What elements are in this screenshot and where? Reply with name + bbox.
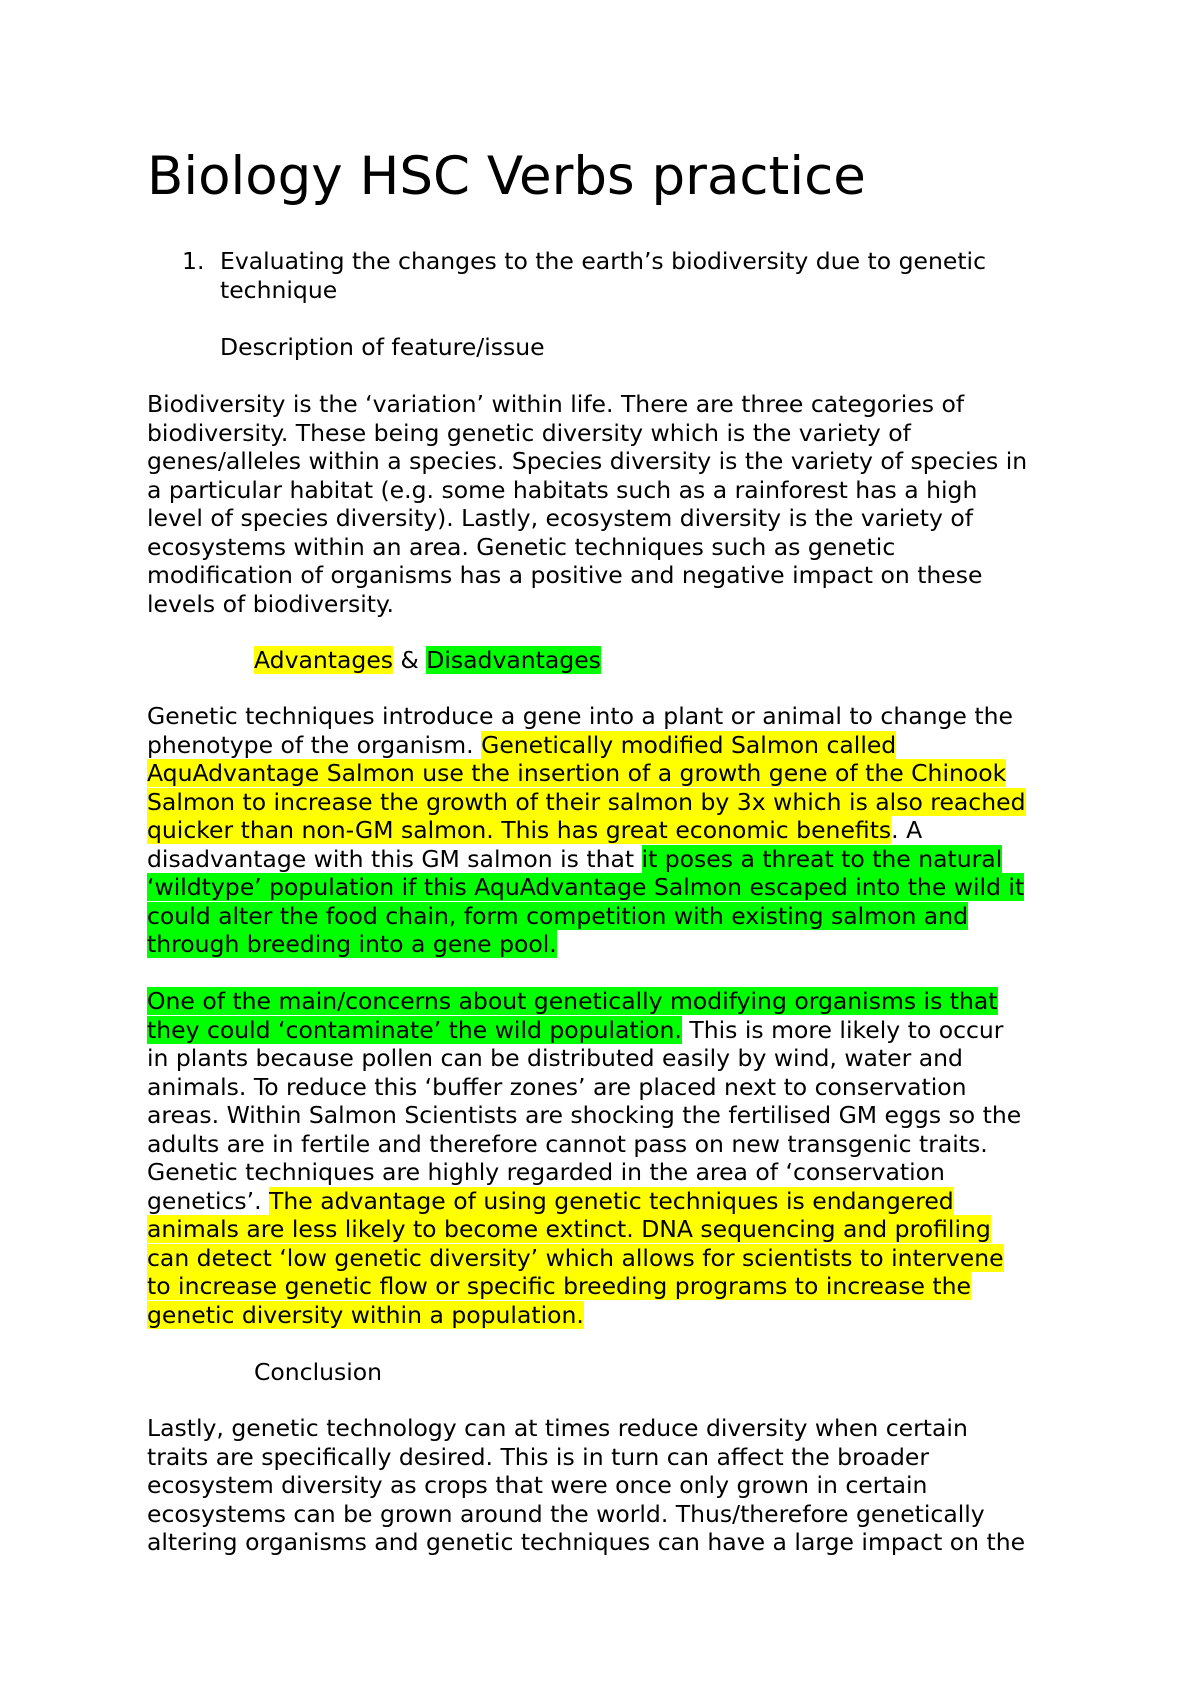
text-line: Lastly, genetic technology can at times reduce diversity when certain [147,1414,968,1442]
advantage-highlight: Genetically modified Salmon called [481,730,897,759]
advantage-highlight: to increase genetic flow or specific breeding programs to increase the [147,1272,971,1300]
disadvantage-highlight: could alter the food chain, form competition with existing salmon and [147,901,969,930]
text-line [147,930,1072,959]
text-line [147,902,1072,931]
text-line: ecosystem diversity as crops that were once only grown in certain [147,1471,928,1499]
disadvantage-highlight: they could ‘contaminate’ the wild population. [147,1015,682,1044]
text-line: biodiversity. These being genetic diversity which is the variety of [147,418,911,447]
text-line: altering organisms and genetic techniques can have a large impact on the [147,1528,1026,1556]
disadvantage-highlight: through breeding into a gene pool. [147,930,557,958]
text-line [147,731,1072,760]
intro-paragraph [147,390,1072,618]
text-line [147,788,1072,817]
text-line [147,1016,1072,1045]
list-item-text [220,247,1040,304]
list-item-line: technique [220,275,338,304]
text-line [147,845,1072,874]
text-line [147,1215,1072,1244]
highlight-legend [254,646,601,675]
disadvantages-label: Disadvantages [426,646,601,674]
conclusion-paragraph [147,1414,1072,1557]
text-line: traits are specifically desired. This is in turn can affect the broader [147,1442,930,1471]
text-line [147,816,1072,845]
text-line: level of species diversity). Lastly, ecosystem diversity is the variety of [147,504,974,532]
text-line [147,759,1072,788]
text-line [147,1272,1072,1301]
advantage-highlight: The advantage of using genetic techniques is endangered [269,1186,954,1215]
text-line [147,1187,1072,1216]
text-line [147,1301,1072,1330]
concerns-paragraph [147,987,1072,1329]
document-title: Biology HSC Verbs practice [147,146,866,207]
plain-text: . A [891,816,923,844]
disadvantage-highlight: it poses a threat to the natural [641,844,1003,873]
text-line: ecosystems can be grown around the world. Thus/therefore genetically [147,1499,985,1528]
list-number: 1. [182,247,205,275]
text-line [147,987,1072,1016]
text-line: ecosystems within an area. Genetic techniques such as genetic [147,532,896,561]
advantages-label: Advantages [254,646,394,674]
disadvantage-highlight: One of the main/concerns about genetically modifying organisms is that [147,987,998,1015]
text-line [147,1244,1072,1273]
text-line: animals. To reduce this ‘buffer zones’ are placed next to conservation [147,1072,967,1101]
advantage-highlight: can detect ‘low genetic diversity’ which allows for scientists to intervene [147,1243,1004,1272]
advantage-highlight: animals are less likely to become extinct. DNA sequencing and profiling [147,1215,991,1243]
text-line: in plants because pollen can be distributed easily by wind, water and [147,1044,963,1072]
plain-text: phenotype of the organism. [147,730,482,759]
advantage-highlight: AquAdvantage Salmon use the insertion of a growth gene of the Chinook [147,759,1007,787]
subheading-conclusion: Conclusion [254,1358,383,1386]
disadvantage-highlight: ‘wildtype’ population if this AquAdvantage Salmon escaped into the wild it [147,873,1025,901]
plain-text: disadvantage with this GM salmon is that [147,844,642,873]
advantage-highlight: Salmon to increase the growth of their salmon by 3x which is also reached [147,787,1026,816]
plain-text: genetics’. [147,1186,270,1215]
text-line: levels of biodiversity. [147,589,395,618]
text-line: Biodiversity is the ‘variation’ within life. There are three categories of [147,390,965,418]
ampersand: & [393,646,427,674]
advantage-highlight: quicker than non-GM salmon. This has great economic benefits [147,816,892,844]
text-line: adults are in fertile and therefore cannot pass on new transgenic traits. [147,1129,988,1158]
text-line: modification of organisms has a positive and negative impact on these [147,561,983,589]
text-line: areas. Within Salmon Scientists are shocking the fertilised GM eggs so the [147,1101,1022,1129]
text-line: Genetic techniques introduce a gene into a plant or animal to change the [147,702,1013,730]
text-line: Genetic techniques are highly regarded in the area of ‘conservation [147,1158,945,1186]
salmon-paragraph [147,702,1072,959]
list-item-line: Evaluating the changes to the earth’s biodiversity due to genetic [220,247,986,275]
subheading-description: Description of feature/issue [220,333,545,361]
text-line: genes/alleles within a species. Species diversity is the variety of species in [147,447,1028,475]
advantage-highlight: genetic diversity within a population. [147,1300,584,1329]
plain-text: This is more likely to occur [681,1015,1004,1044]
text-line: a particular habitat (e.g. some habitats such as a rainforest has a high [147,475,978,504]
text-line [147,873,1072,902]
